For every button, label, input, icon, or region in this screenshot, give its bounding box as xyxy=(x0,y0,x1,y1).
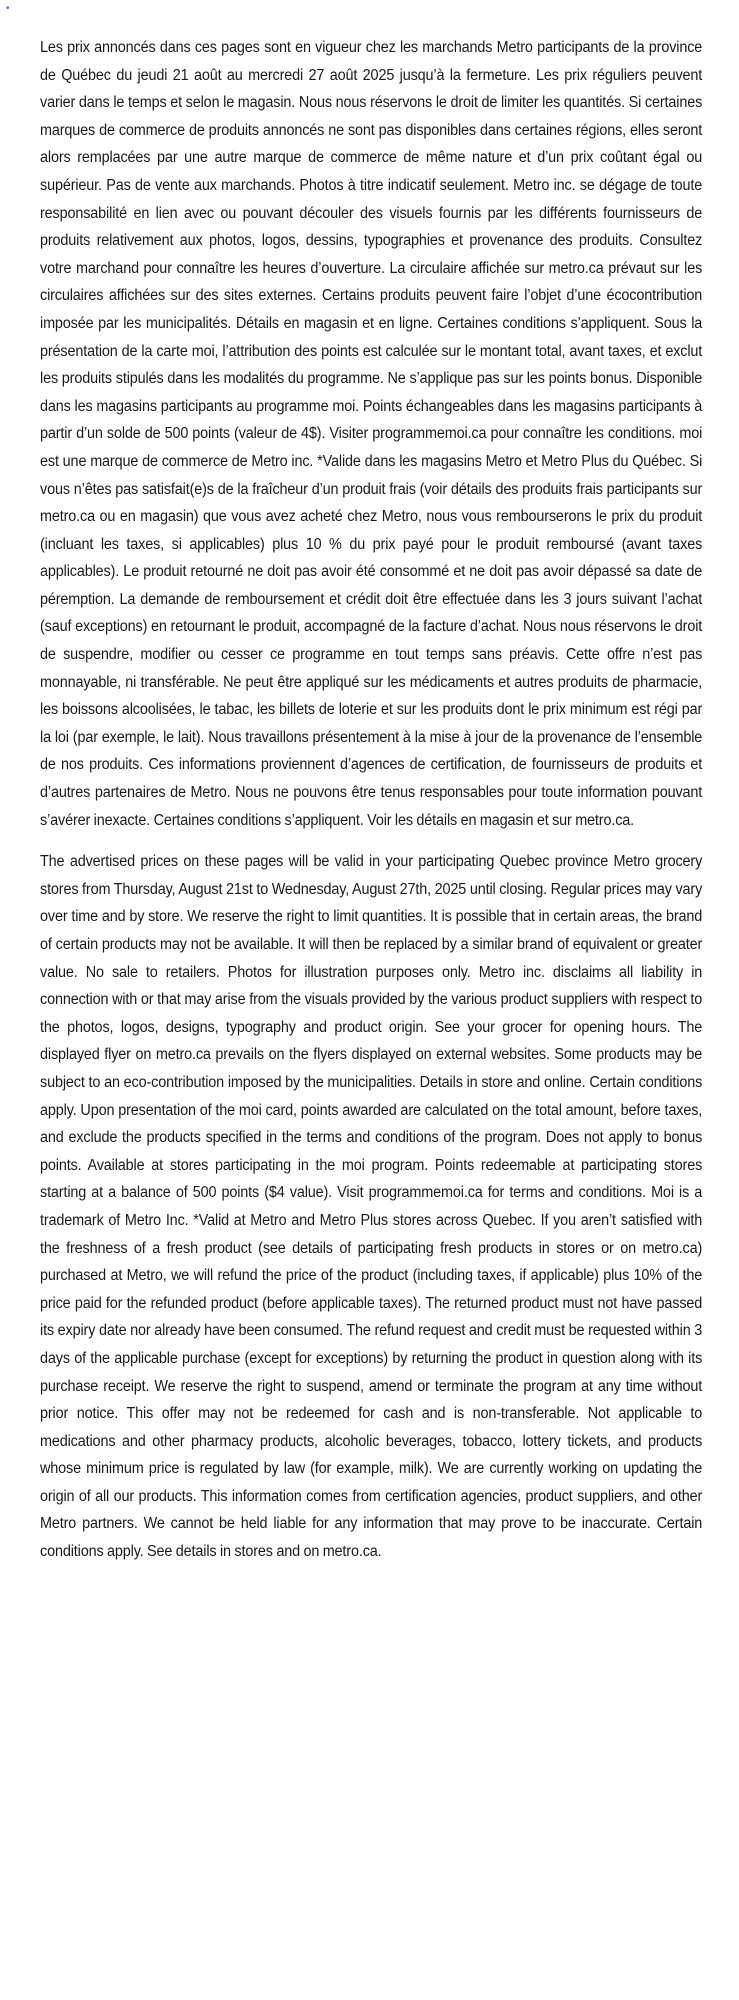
legal-disclaimer xyxy=(40,34,702,1566)
legal-text-french: Les prix annoncés dans ces pages sont en vigueur chez les marchands Metro participants de la province de Québec du jeudi 21 août au mercredi 27 août 2025 jusqu’à la fermeture. Les prix réguliers peuvent varier dans le temps et selon le magasin. Nous nous réservons le droit de limiter les quantités. Si certaines marques de commerce de produits annoncés ne sont pas disponibles dans certaines régions, elles seront alors remplacées par une autre marque de commerce de même nature et d’un prix coûtant égal ou supérieur. Pas de vente aux marchands. Photos à titre indicatif seulement. Metro inc. se dégage de toute responsabilité en lien avec ou pouvant découler des visuels fournis par les différents fournisseurs de produits relativement aux photos, logos, dessins, typographies et provenance des produits. Consultez votre marchand pour connaître les heures d’ouverture. La circulaire affichée sur metro.ca prévaut sur les circulaires affichées sur des sites externes. Certains produits peuvent faire l’objet d’une écocontribution imposée par les municipalités. Détails en magasin et en ligne. Certaines conditions s’appliquent. Sous la présentation de la carte moi, l’attribution des points est calculée sur le montant total, avant taxes, et exclut les produits stipulés dans les modalités du programme. Ne s’applique pas sur les points bonus. Disponible dans les magasins participants au programme moi. Points échangeables dans les magasins participants à partir d’un solde de 500 points (valeur de 4$). Visiter programmemoi.ca pour connaître les conditions. moi est une marque de commerce de Metro inc. *Valide dans les magasins Metro et Metro Plus du Québec. Si vous n’êtes pas satisfait(e)s de la fraîcheur d’un produit frais (voir détails des produits frais participants sur metro.ca ou en magasin) que vous avez acheté chez Metro, nous vous rembourserons le prix du produit (incluant les taxes, si applicables) plus 10 % du prix payé pour le produit remboursé (avant taxes applicables). Le produit retourné ne doit pas avoir été consommé et ne doit pas avoir dépassé sa date de péremption. La demande de remboursement et crédit doit être effectuée dans les 3 jours suivant l’achat (sauf exceptions) en retournant le produit, accompagné de la facture d’achat. Nous nous réservons le droit de suspendre, modifier ou cesser ce programme en tout temps sans préavis. Cette offre n’est pas monnayable, ni transférable. Ne peut être appliqué sur les médicaments et autres produits de pharmacie, les boissons alcoolisées, le tabac, les billets de loterie et sur les produits dont le prix minimum est régi par la loi (par exemple, le lait). Nous travaillons présentement à la mise à jour de la provenance de l’ensemble de nos produits. Ces informations proviennent d’agences de certification, de fournisseurs de produits et d’autres partenaires de Metro. Nous ne pouvons être tenus responsables pour toute information pouvant s’avérer inexacte. Certaines conditions s’appliquent. Voir les détails en magasin et sur metro.ca. xyxy=(40,39,703,829)
corner-dot-mark: • xyxy=(6,3,10,14)
legal-text-english: The advertised prices on these pages will be valid in your participating Quebec province Metro grocery stores from Thursday, August 21st to Wednesday, August 27th, 2025 until closing. Regular prices may vary over time and by store. We reserve the right to limit quantities. It is possible that in certain areas, the brand of certain products may not be available. It will then be replaced by a similar brand of equivalent or greater value. No sale to retailers. Photos for illustration purposes only. Metro inc. disclaims all liability in connection with or that may arise from the visuals provided by the various product suppliers with respect to the photos, logos, designs, typography and product origin. See your grocer for opening hours. The displayed flyer on metro.ca prevails on the flyers displayed on external websites. Some products may be subject to an eco-contribution imposed by the municipalities. Details in store and online. Certain conditions apply. Upon presentation of the moi card, points awarded are calculated on the total amount, before taxes, and exclude the products specified in the terms and conditions of the program. Does not apply to bonus points. Available at stores participating in the moi program. Points redeemable at participating stores starting at a balance of 500 points ($4 value). Visit programmemoi.ca for terms and conditions. Moi is a trademark of Metro Inc. *Valid at Metro and Metro Plus stores across Quebec. If you aren’t satisfied with the freshness of a fresh product (see details of participating fresh products in stores or on metro.ca) purchased at Metro, we will refund the price of the product (including taxes, if applicable) plus 10% of the price paid for the refunded product (before applicable taxes). The returned product must not have passed its expiry date nor already have been consumed. The refund request and credit must be requested within 3 days of the applicable purchase (except for exceptions) by returning the product in question along with its purchase receipt. We reserve the right to suspend, amend or terminate the program at any time without prior notice. This offer may not be redeemed for cash and is non-transferable. Not applicable to medications and other pharmacy products, alcoholic beverages, tobacco, lottery tickets, and products whose minimum price is regulated by law (for example, milk). We are currently working on updating the origin of all our products. This information comes from certification agencies, product suppliers, and other Metro partners. We cannot be held liable for any information that may prove to be inaccurate. Certain conditions apply. See details in stores and on metro.ca. xyxy=(40,853,703,1561)
